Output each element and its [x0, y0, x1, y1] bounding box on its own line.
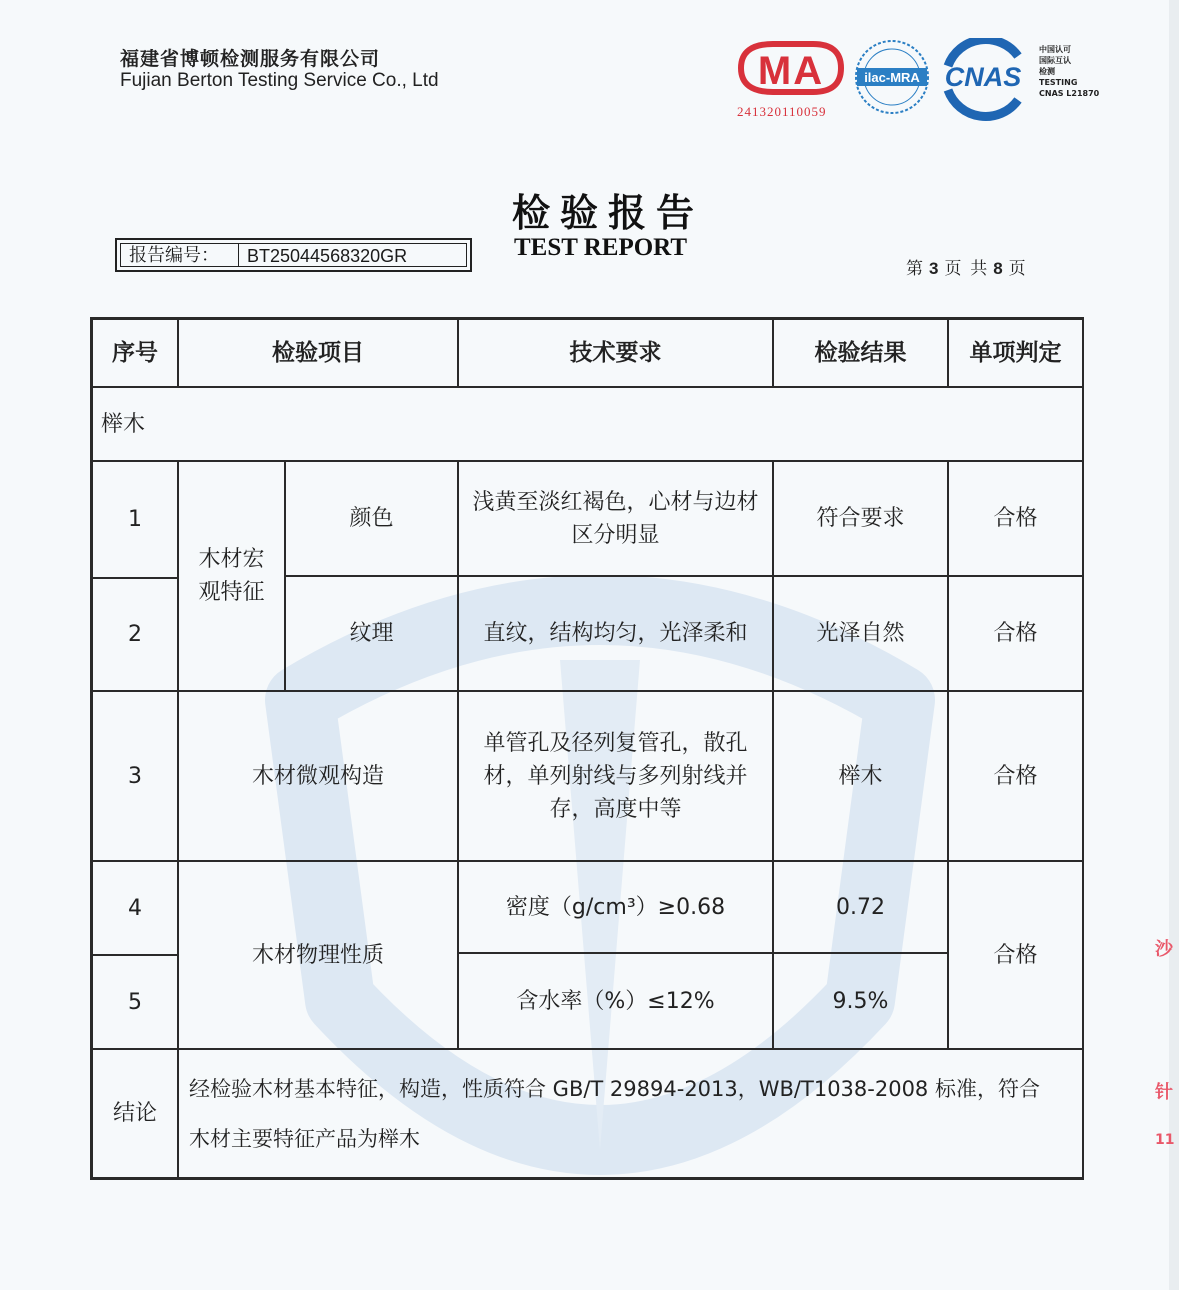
cma-number: 241320110059: [737, 104, 827, 119]
row2-item: 纹理: [349, 621, 394, 646]
title-en: TEST REPORT: [514, 234, 688, 261]
ilac-mra-logo: [856, 41, 928, 113]
section-label: 榉木: [101, 411, 146, 437]
row3-item: 木材微观构造: [251, 763, 384, 789]
group-macro-features: 木材宏 观特征: [198, 547, 265, 605]
row4-no: 4: [128, 895, 142, 921]
row2-verdict: 合格: [993, 621, 1038, 646]
group-physical-properties: 木材物理性质: [251, 942, 384, 968]
page-indicator: 第 3 页 共 8 页: [906, 259, 1028, 278]
row1-result: 符合要求: [816, 506, 905, 531]
row3-verdict: 合格: [993, 763, 1038, 789]
header-verdict: 单项判定: [969, 339, 1062, 366]
cnas-logo: [945, 40, 1022, 117]
company-name-cn: 福建省博顿检测服务有限公司: [120, 48, 381, 70]
header-result: 检验结果: [814, 339, 907, 366]
svg-text:CNAS: CNAS: [944, 62, 1022, 92]
row1-verdict: 合格: [993, 506, 1038, 531]
row3-no: 3: [128, 763, 142, 789]
stamp-fragment: 针: [1155, 1082, 1173, 1103]
row3-requirement: 单管孔及径列复管孔，散孔 材，单列射线与多列射线并 存，高度中等: [483, 730, 748, 822]
cnas-text: 中国认可 国际互认 检测 TESTING CNAS L21870: [1039, 45, 1100, 98]
conclusion-label: 结论: [112, 1101, 157, 1126]
row5-no: 5: [128, 989, 142, 1015]
row1-requirement: 浅黄至淡红褐色，心材与边材 区分明显: [472, 489, 759, 548]
row2-result: 光泽自然: [816, 621, 905, 646]
svg-text:MA: MA: [757, 49, 825, 93]
conclusion-text: 经检验木材基本特征，构造，性质符合 GB/T 29894-2013，WB/T1038-2008 标准，符合 木材主要特征产品为榉木: [189, 1076, 1040, 1151]
report-number-value: BT25044568320GR: [247, 246, 408, 266]
row4-requirement: 密度（g/cm³）≥0.68: [505, 894, 726, 920]
svg-text:ilac-MRA: ilac-MRA: [864, 70, 920, 85]
accreditation-logos: [733, 38, 1113, 123]
stamp-fragment: 沙: [1155, 939, 1173, 960]
header-item: 检验项目: [272, 339, 364, 366]
report-number-label: 报告编号：: [121, 244, 239, 266]
rows45-verdict: 合格: [993, 942, 1038, 968]
row1-item: 颜色: [349, 506, 394, 531]
cma-logo: [741, 44, 841, 93]
stamp-fragment: 11: [1155, 1132, 1175, 1148]
page-total: 8: [993, 259, 1005, 278]
header-requirement: 技术要求: [569, 339, 662, 366]
row3-result: 榉木: [838, 763, 883, 789]
row4-result: 0.72: [836, 894, 885, 920]
inspection-table: [90, 317, 1084, 1180]
row2-requirement: 直纹，结构均匀，光泽柔和: [483, 621, 748, 646]
report-number-box: [115, 238, 472, 272]
header-no: 序号: [112, 339, 158, 366]
row5-requirement: 含水率（%）≤12%: [516, 988, 715, 1014]
page-current: 3: [929, 259, 941, 278]
company-name-en: Fujian Berton Testing Service Co., Ltd: [120, 70, 439, 91]
row1-no: 1: [128, 507, 142, 532]
row5-result: 9.5%: [832, 988, 889, 1014]
title-cn: 检验报告: [512, 190, 705, 235]
row2-no: 2: [128, 622, 142, 647]
